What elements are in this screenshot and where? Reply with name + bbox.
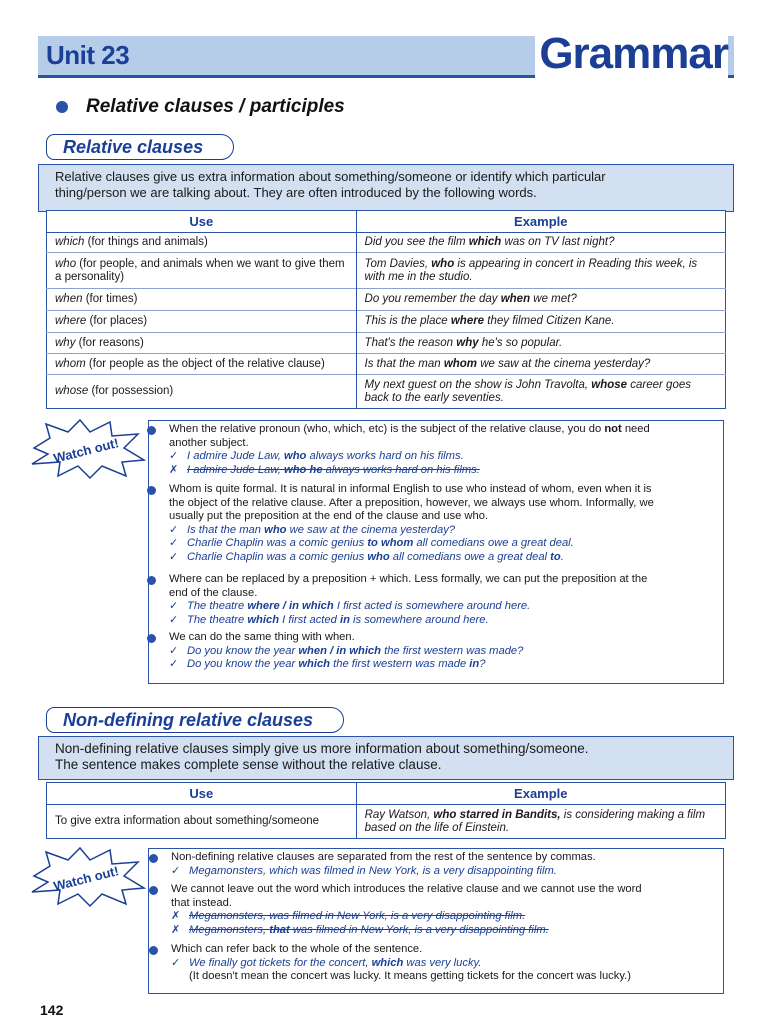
tick-icon: ✓	[169, 523, 179, 536]
table-row: why (for reasons) That's the reason why he's so popular.	[47, 333, 726, 354]
watch-out-box-1: When the relative pronoun (who, which, etc) is the subject of the relative clause, you do not need another subject. ✓ I admire Jude Law, who always works hard on his films. ✗ I admire Jude Law, who he always works hard on his films. Whom is quite formal. It is natural in informal English to use who instead of whom, even when it is the object of the relative clause. After a preposition, however, we always use whom. Informally, we usually put the preposition at the end of the clause and use who. ✓ Is that the man who we saw at the cinema yesterday? ✓ Charlie Chaplin was a comic genius to whom all comedians owe a great deal. ✓ Charlie Chaplin was a comic genius who all comedians owe a great deal to. Where can be replaced by a preposition + which. Less formally, we can put the preposition at the end of the clause. ✓ The theatre where / in which I first acted is somewhere around here. ✓ The theatre which I first acted in is somewhere around here. We can do the same thing with when. ✓ Do you know the year when / in which the first western was made? ✓ Do you know the year which the first western was made in?	[148, 420, 724, 684]
col-header-use: Use	[47, 211, 357, 233]
bullet-icon	[149, 854, 158, 863]
cross-icon: ✗	[169, 463, 179, 476]
watch-out-badge-icon	[28, 846, 146, 908]
non-defining-intro	[38, 736, 734, 780]
tick-icon: ✓	[171, 956, 181, 969]
tick-icon: ✓	[169, 600, 179, 613]
topic-text: Relative clauses / participles	[86, 96, 345, 117]
bullet-icon	[149, 946, 158, 955]
table-row: To give extra information about something/someone Ray Watson, who starred in Bandits, is considering making a film based on the life of Einstein.	[47, 805, 726, 839]
intro-line: thing/person we are talking about. They are often introduced by the following words.	[55, 185, 537, 200]
bullet-icon	[147, 634, 156, 643]
unit-title: Unit 23	[46, 40, 130, 70]
relative-clauses-heading: Relative clauses	[46, 134, 234, 160]
table-row: whom (for people as the object of the relative clause) Is that the man whom we saw at the cinema yesterday?	[47, 354, 726, 375]
bullet-icon	[147, 486, 156, 495]
page-number: 142	[40, 1002, 64, 1018]
cross-icon: ✗	[171, 910, 181, 923]
topic-heading	[56, 96, 345, 118]
tick-icon: ✓	[171, 864, 181, 877]
watch-out-label: Watch out!	[51, 863, 121, 894]
intro-line: The sentence makes complete sense without the relative clause.	[55, 757, 442, 772]
bullet-icon	[147, 426, 156, 435]
non-defining-table	[46, 782, 726, 839]
table-row: where (for places) This is the place where they filmed Citizen Kane.	[47, 311, 726, 333]
tick-icon: ✓	[169, 613, 179, 626]
watch-out-badge-icon	[28, 418, 146, 480]
relative-clauses-intro	[38, 164, 734, 212]
non-defining-heading: Non-defining relative clauses	[46, 707, 344, 733]
table-row: which (for things and animals) Did you see the film which was on TV last night?	[47, 233, 726, 253]
col-header-use: Use	[47, 783, 357, 805]
table-row: when (for times) Do you remember the day when we met?	[47, 289, 726, 311]
col-header-example: Example	[356, 783, 725, 805]
intro-line: Relative clauses give us extra information about something/someone or identify which particular	[55, 169, 606, 184]
cross-icon: ✗	[171, 923, 181, 936]
watch-out-label: Watch out!	[51, 435, 121, 466]
intro-line: Non-defining relative clauses simply give us more information about something/someone.	[55, 741, 589, 756]
col-header-example: Example	[356, 211, 725, 233]
bullet-icon	[56, 101, 68, 113]
unit-header	[38, 29, 734, 78]
table-row: whose (for possession) My next guest on the show is John Travolta, whose career goes back to the early seventies.	[47, 375, 726, 409]
tick-icon: ✓	[169, 450, 179, 463]
bullet-icon	[147, 576, 156, 585]
tick-icon: ✓	[169, 644, 179, 657]
watch-out-box-2: Non-defining relative clauses are separated from the rest of the sentence by commas. ✓ Megamonsters, which was filmed in New York, is a very disappointing film. We cannot leave out the word which introduces the relative clause and we cannot use the word that instead. ✗ Megamonsters, was filmed in New York, is a very disappointing film. ✗ Megamonsters, that was filmed in New York, is a very disappointing film. Which can refer back to the whole of the sentence. ✓ We finally got tickets for the concert, which was very lucky. (It doesn't mean the concert was lucky. It means getting tickets for the concert was lucky.)	[148, 848, 724, 994]
relative-clauses-table	[46, 210, 726, 409]
tick-icon: ✓	[169, 658, 179, 671]
tick-icon: ✓	[169, 537, 179, 550]
tick-icon: ✓	[169, 550, 179, 563]
section-title: Grammar	[535, 28, 728, 80]
table-row: who (for people, and animals when we want to give them a personality) Tom Davies, who is appearing in concert in Reading this week, is with me in the studio.	[47, 253, 726, 289]
bullet-icon	[149, 886, 158, 895]
